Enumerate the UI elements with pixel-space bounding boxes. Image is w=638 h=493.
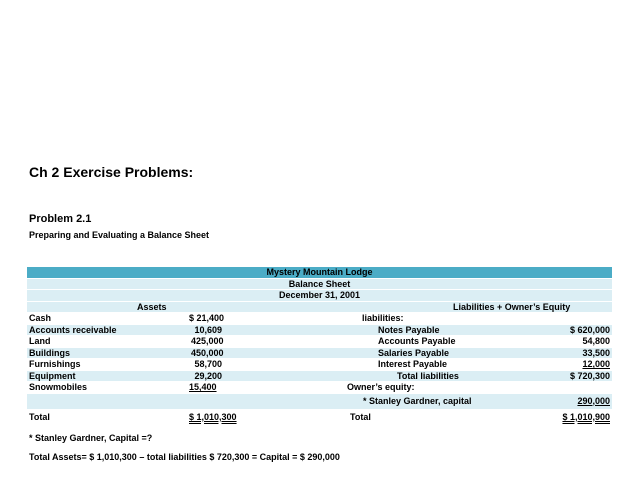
liability-label: Notes Payable: [378, 324, 440, 335]
asset-label: Equipment: [29, 370, 76, 381]
liability-label: * Stanley Gardner, capital: [363, 395, 472, 406]
total-liabilities-value: $ 1,010,900: [562, 411, 610, 422]
liability-label: Owner’s equity:: [347, 382, 415, 392]
page-heading: Ch 2 Exercise Problems:: [29, 164, 194, 180]
liability-label: liabilities:: [362, 313, 404, 323]
balance-sheet-table: [27, 267, 612, 426]
liability-label: Accounts Payable: [378, 336, 456, 346]
total-liabilities-label: Total: [350, 411, 371, 422]
asset-value: 450,000: [191, 347, 224, 358]
problem-subtitle: Preparing and Evaluating a Balance Sheet: [29, 230, 210, 240]
liability-label: Salaries Payable: [378, 347, 450, 358]
asset-value: 425,000: [191, 336, 224, 346]
company-row: [27, 267, 612, 279]
liability-value: $ 620,000: [569, 324, 610, 335]
problem-title: Problem 2.1: [29, 213, 92, 225]
liabilities-header: Liabilities + Owner’s Equity: [453, 301, 571, 312]
sheet-title: Balance Sheet: [288, 278, 351, 289]
asset-value: $ 21,400: [189, 313, 225, 323]
title-row: [27, 279, 612, 291]
column-header-row: [27, 302, 612, 314]
table-row: [27, 382, 612, 394]
asset-label: Buildings: [29, 347, 70, 358]
table-row: [27, 394, 612, 410]
table-row: [27, 371, 612, 383]
date-row: [27, 290, 612, 302]
liability-value: $ 720,300: [569, 370, 610, 381]
table-row: [27, 313, 612, 325]
asset-label: Land: [29, 336, 51, 346]
note-calculation: Total Assets= $ 1,010,300 – total liabilities $ 720,300 = Capital = $ 290,000: [29, 452, 340, 462]
asset-label: Cash: [29, 313, 52, 323]
liability-label: Total liabilities: [397, 370, 459, 381]
company-name: Mystery Mountain Lodge: [266, 267, 373, 277]
total-assets-value: $ 1,010,300: [189, 411, 237, 422]
asset-value: 15,400: [189, 382, 217, 392]
table-row: [27, 348, 612, 360]
liability-value: 12,000: [582, 359, 610, 369]
asset-value: 58,700: [194, 359, 222, 369]
table-row: [27, 325, 612, 337]
totals-row: [27, 410, 612, 426]
asset-value: 10,609: [194, 324, 222, 335]
table-row: [27, 359, 612, 371]
sheet-date: December 31, 2001: [278, 290, 361, 300]
table-row: [27, 336, 612, 348]
note-capital: * Stanley Gardner, Capital =?: [29, 433, 153, 443]
liability-value: 290,000: [577, 395, 610, 406]
liability-value: 54,800: [582, 336, 610, 346]
asset-label: Snowmobiles: [29, 382, 88, 392]
asset-label: Accounts receivable: [29, 324, 117, 335]
asset-label: Furnishings: [29, 359, 81, 369]
assets-header: Assets: [137, 301, 167, 312]
liability-value: 33,500: [582, 347, 610, 358]
asset-value: 29,200: [194, 370, 222, 381]
liability-label: Interest Payable: [378, 359, 448, 369]
total-assets-label: Total: [29, 411, 50, 422]
